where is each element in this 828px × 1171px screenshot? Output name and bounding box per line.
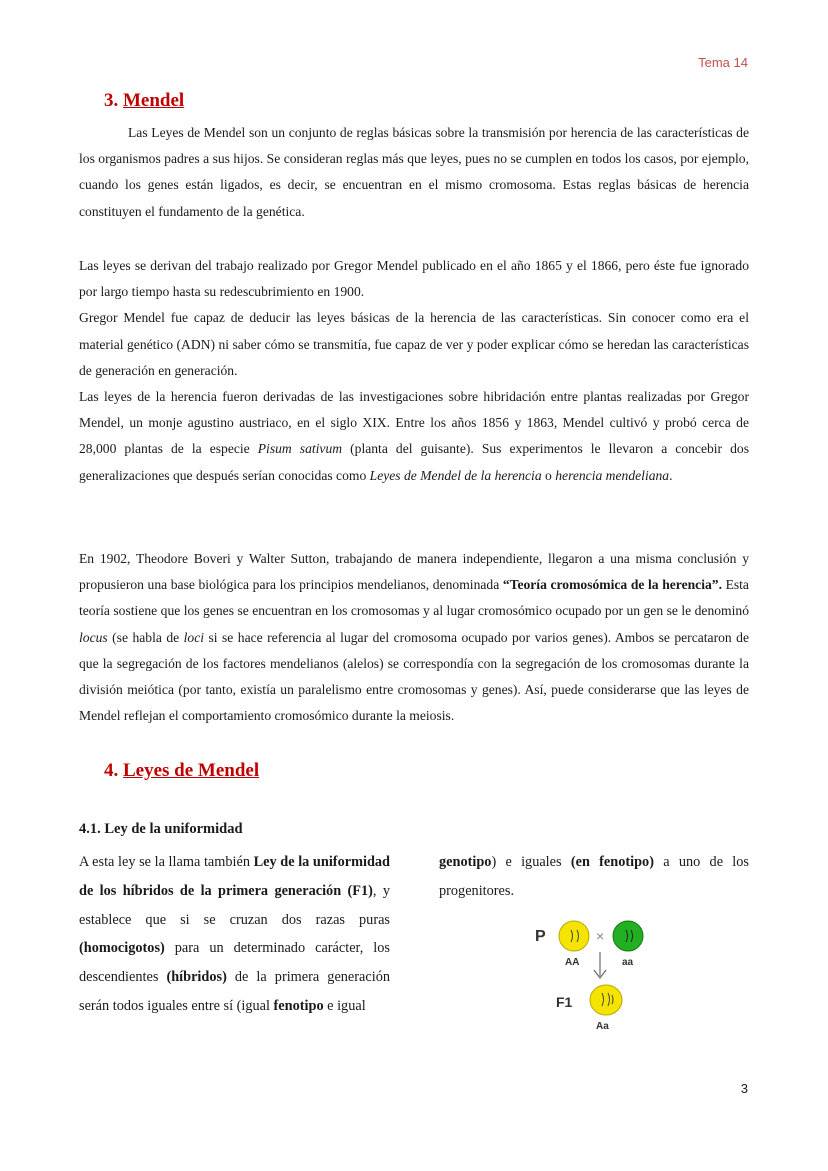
paragraph-mendel-intro: Las Leyes de Mendel son un conjunto de reglas básicas sobre la transmisión por herencia de las características de los organismos padres a sus hijos. Se consideran reglas más que leyes, pues no se cumplen en todos los casos, por ejemplo, cuando los genes están ligados, es decir, se encuentran en el mismo cromosoma. Estas reglas básicas de herencia constituyen el fundamento de la genética. <box>79 125 749 219</box>
paragraph-laws-derivation: Las leyes se derivan del trabajo realizado por Gregor Mendel publicado en el año 1865 y el 1866, pero éste fue ignorado por largo tiempo hasta su redescubrimiento en 1900. <box>79 258 749 300</box>
section-3-number: 3. <box>104 90 119 111</box>
term-leyes-mendel: Leyes de Mendel de la herencia <box>369 467 542 483</box>
page-number: 3 <box>740 1081 748 1096</box>
term-loci: loci <box>183 629 205 645</box>
section-4-heading <box>104 760 259 782</box>
term-herencia-mendeliana: herencia mendeliana <box>555 467 670 483</box>
yellow-pea-icon <box>559 921 589 951</box>
species-name: Pisum sativum <box>257 441 343 457</box>
section-3-title: Mendel <box>123 90 185 111</box>
paragraph-chromosomal-theory: En 1902, Theodore Boveri y Walter Sutton, trabajando de manera independiente, llegaron a una misma conclusión y propusieron una base biológica para los principios mendelianos, denominada “Teoría cromosómica de la herencia”. Esta teoría sostiene que los genes se encuentran en los cromosomas y al lugar cromosómico ocupado por un gen se le denominó locus (se habla de loci si se hace referencia al lugar del cromosoma ocupado por varios genes). Ambos se percataron de que la segregación de los factores mendelianos (alelos) se correspondía con la segregación de los cromosomas durante la división meiótica (por tanto, existía un paralelismo entre cromosomas y genes). Así, puede considerarse que las leyes de Mendel reflejan el comportamiento cromosómico durante la meiosis. <box>79 551 749 724</box>
subsection-4-1-heading: 4.1. Ley de la uniformidad <box>79 821 243 837</box>
header-topic-label: Tema 14 <box>698 55 748 70</box>
paragraph-heredity-research: Las leyes de la herencia fueron derivadas de las investigaciones sobre hibridación entre plantas realizadas por Gregor Mendel, un monje agustino austriaco, en el siglo XIX. Entre los años 1856 y 1863, Mendel cultivó y probó cerca de 28,000 plantas de la especie Pisum sativum (planta del guisante). Sus experimentos le llevaron a concebir dos generalizaciones que después serían conocidas como Leyes de Mendel de la herencia o herencia mendeliana. <box>79 389 750 483</box>
f1-generation-label: F1 <box>556 994 573 1010</box>
section-4-title: Leyes de Mendel <box>123 760 260 781</box>
genotype-homozygous-dominant: AA <box>565 957 580 968</box>
section-3-heading <box>104 90 184 112</box>
cross-diagram <box>520 916 670 1041</box>
term-locus: locus <box>79 629 108 645</box>
yellow-hybrid-pea-icon <box>590 985 622 1015</box>
parent-generation-label: P <box>535 928 546 945</box>
genotype-homozygous-recessive: aa <box>622 957 634 968</box>
paragraph-mendel-history <box>79 253 749 489</box>
section-4-number: 4. <box>104 760 119 781</box>
uniformity-law-text-right: genotipo) e iguales (en fenotipo) a uno de los progenitores. <box>439 854 749 899</box>
genotype-heterozygous: Aa <box>596 1021 609 1032</box>
cross-symbol: × <box>596 928 605 944</box>
term-teoria-cromosomica: “Teoría cromosómica de la herencia”. <box>502 577 722 593</box>
paragraph-mendel-deduction: Gregor Mendel fue capaz de deducir las leyes básicas de la herencia de las características. Sin conocer como era el material genético (ADN) ni saber cómo se transmitía, fue capaz de ver y poder explicar cómo se heredan las características de generación en generación. <box>79 310 749 378</box>
uniformity-law-text-left: A esta ley se la llama también Ley de la uniformidad de los híbridos de la primera generación (F1), y establece que si se cruzan dos razas puras (homocigotos) para un determinado carácter, los descendientes (híbridos) de la primera generación serán todos iguales entre sí (igual fenotipo e igual <box>79 854 391 1014</box>
